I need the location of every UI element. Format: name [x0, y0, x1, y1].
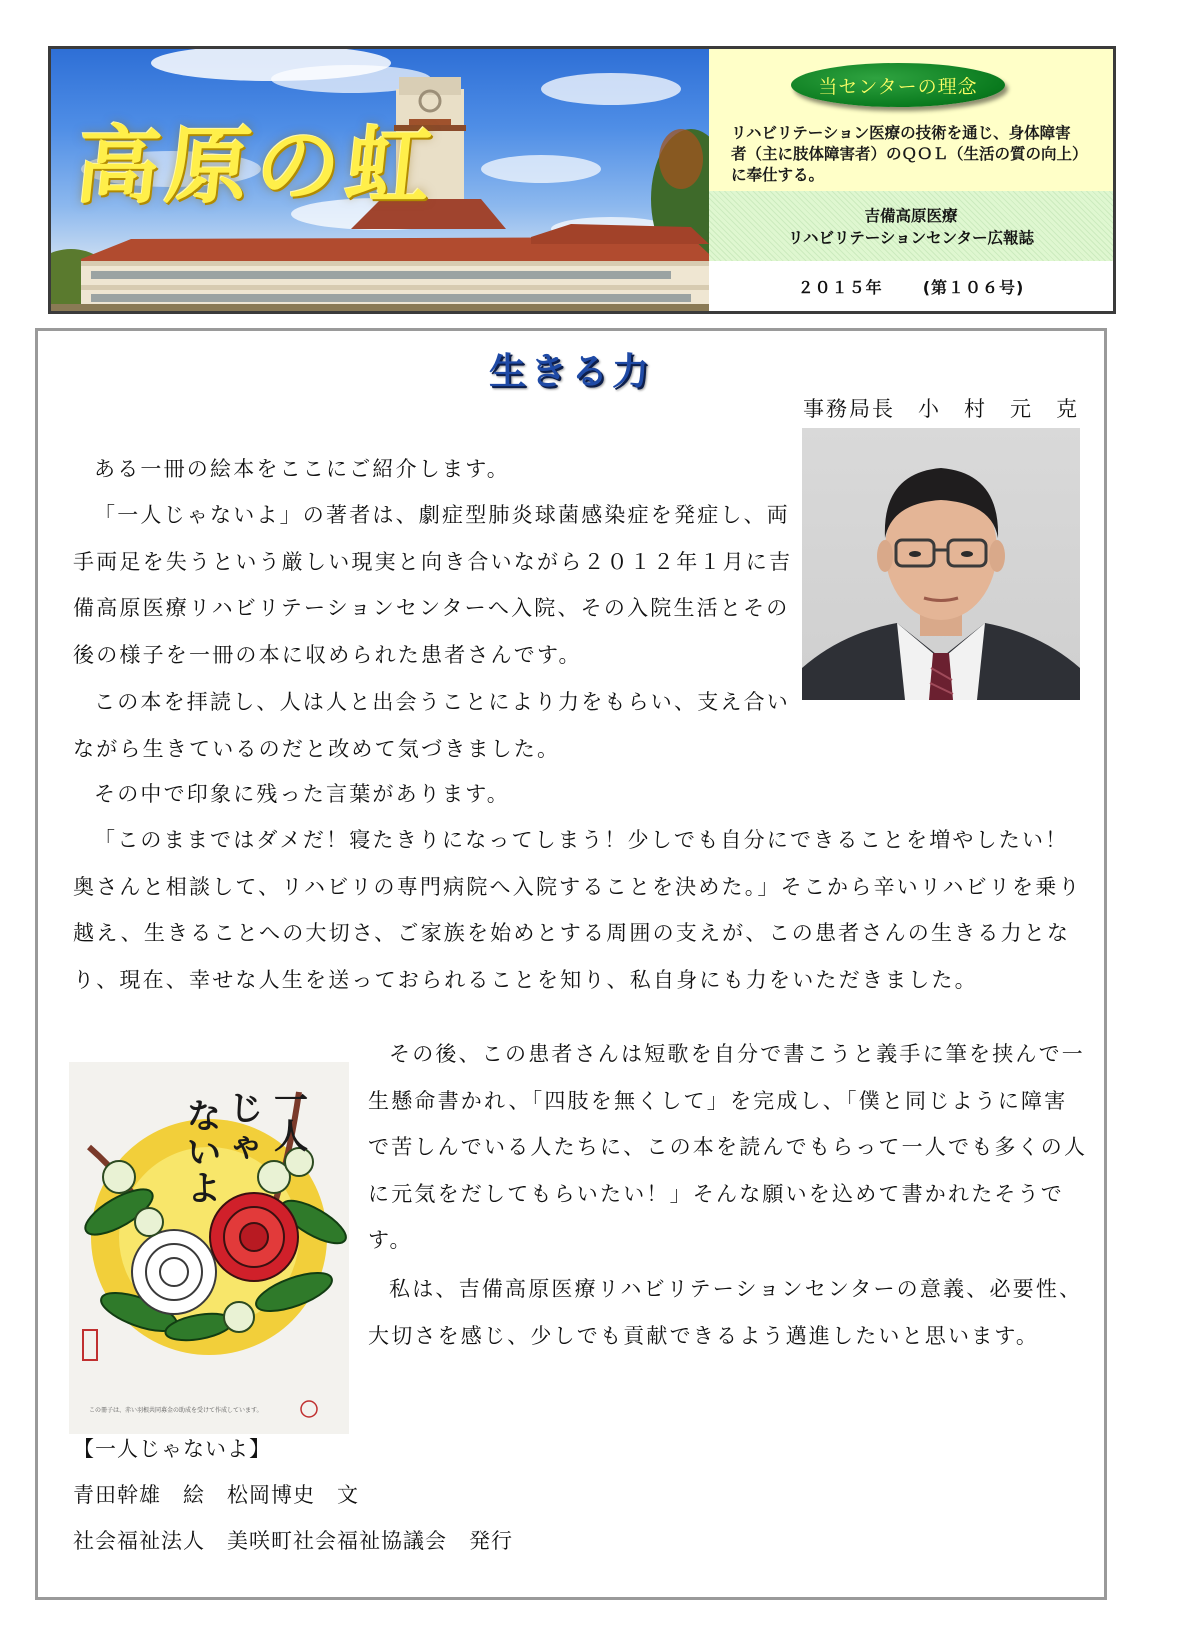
hospital-building-photo — [51, 49, 709, 311]
article-paragraph: 「このままではダメだ！寝たきりになってしまう！少しでも自分にできることを増やしたい！奥さんと相談して、リハビリの専門病院へ入院することを決めた。」そこから辛いリハビリを乗り越え、生きることへの大切さ、ご家族を始めとする周囲の支えが、この患者さんの生きる力となり、現在、幸せな人生を送っておられることを知り、私自身にも力をいただきました。 — [73, 828, 1082, 992]
publisher-box — [709, 191, 1113, 261]
article-paragraph: ある一冊の絵本をここにご紹介します。 — [94, 457, 510, 481]
philosophy-box — [709, 49, 1113, 191]
book-cover-title: 一人じゃないよ — [187, 1081, 308, 1209]
issue-year: ２０１５年 — [797, 278, 883, 297]
article-title: 生きる力 — [489, 350, 653, 393]
newsletter-header — [48, 46, 1116, 314]
author-portrait-photo — [802, 428, 1080, 700]
masthead-title: 高原の虹 — [71, 117, 442, 215]
article-paragraph: この本を拝読し、人は人と出会うことにより力をもらい、支え合いながら生きているのだと改めて気づきました。 — [73, 690, 790, 761]
article-paragraph: その中で印象に残った言葉があります。 — [94, 782, 510, 806]
article-paragraph: その後、この患者さんは短歌を自分で書こうと義手に筆を挟んで一生懸命書かれ、「四肢を無くして」を完成し、「僕と同じように障害で苦しんでいる人たちに、この本を読んでもらって一人でも多くの人に元気をだしてもらいたい！」そんな願いを込めて書かれたそうです。 — [368, 1042, 1088, 1252]
issue-info — [709, 261, 1113, 311]
article-paragraph: 私は、吉備高原医療リハビリテーションセンターの意義、必要性、大切さを感じ、少しでも貢献できるよう邁進したいと思います。 — [368, 1277, 1083, 1348]
philosophy-text: リハビリテーション医療の技術を通じ、身体障害者（主に肢体障害者）のＱＯＬ（生活の質の向上）に奉仕する。 — [731, 124, 1080, 184]
philosophy-badge: 当センターの理念 — [791, 63, 1005, 107]
publisher-line-2: リハビリテーションセンター広報誌 — [788, 229, 1034, 247]
article-paragraph: 「一人じゃないよ」の著者は、劇症型肺炎球菌感染症を発症し、両手両足を失うという厳しい現実と向き合いながら２０１２年１月に吉備高原医療リハビリテーションセンターへ入院、その入院生活とその後の様子を一冊の本に収められた患者さんです。 — [73, 503, 793, 667]
book-caption-title: 【一人じゃないよ】 — [73, 1437, 271, 1461]
book-cover-illustration — [69, 1062, 349, 1434]
book-caption — [73, 1426, 513, 1564]
publisher-line-1: 吉備高原医療 — [864, 207, 958, 225]
article-box — [35, 328, 1107, 1600]
book-issuer: 社会福祉法人 美咲町社会福祉協議会 発行 — [73, 1529, 513, 1553]
camellia-book-cover-image — [69, 1062, 349, 1434]
issue-number: (第１０６号) — [922, 278, 1025, 297]
portrait-illustration — [802, 428, 1080, 700]
header-info-panel — [709, 49, 1113, 311]
book-credits: 青田幹雄 絵 松岡博史 文 — [73, 1483, 359, 1507]
book-cover-note: この冊子は、赤い羽根共同募金の助成を受けて作成しています。 — [89, 1407, 263, 1414]
article-author: 事務局長 小 村 元 克 — [803, 397, 1079, 421]
